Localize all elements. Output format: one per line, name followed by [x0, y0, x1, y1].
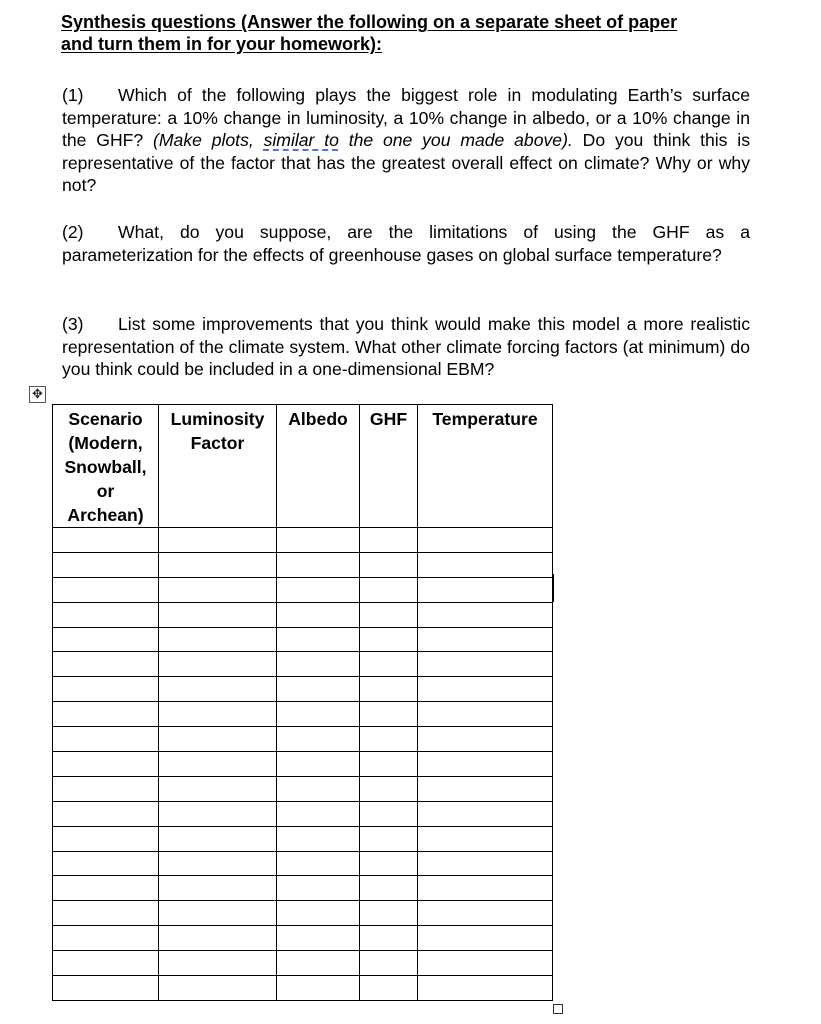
question-1-italic-end: the one you made above). [338, 130, 573, 151]
table-cell-albedo[interactable] [277, 752, 360, 777]
table-cell-albedo[interactable] [277, 976, 360, 1001]
table-row [53, 752, 553, 777]
table-cell-luminosity[interactable] [159, 901, 277, 926]
table-cell-ghf[interactable] [360, 876, 418, 901]
header-scenario-line: or [96, 481, 115, 501]
table-cell-scenario[interactable] [53, 577, 159, 602]
table-row [53, 577, 553, 602]
table-cell-scenario[interactable] [53, 851, 159, 876]
table-cell-albedo[interactable] [277, 702, 360, 727]
question-1-italic-start: (Make plots, [153, 130, 264, 151]
table-cell-temperature[interactable] [418, 801, 553, 826]
header-scenario-line: Snowball, [64, 457, 147, 477]
table-cell-ghf[interactable] [360, 752, 418, 777]
table-cell-scenario[interactable] [53, 801, 159, 826]
header-temperature [418, 405, 553, 528]
table-cell-ghf[interactable] [360, 577, 418, 602]
question-1-text: Which of the following plays the biggest role in modulating Earth’s surface temperature: a 10% change in luminosity, a 10% change in albedo, or a 10% change in the GHF? [62, 85, 750, 151]
header-luminosity-line: Factor [190, 433, 245, 453]
table-row [53, 826, 553, 851]
table-cell-albedo[interactable] [277, 876, 360, 901]
table-cell-luminosity[interactable] [159, 727, 277, 752]
table-cell-albedo[interactable] [277, 528, 360, 553]
table-cell-ghf[interactable] [360, 552, 418, 577]
table-cell-scenario[interactable] [53, 627, 159, 652]
question-1-italic-underlined: similar to [263, 130, 339, 151]
table-row [53, 602, 553, 627]
table-cell-albedo[interactable] [277, 926, 360, 951]
worksheet-heading [61, 11, 761, 55]
table-cell-scenario[interactable] [53, 752, 159, 777]
header-luminosity [159, 405, 277, 528]
table-cell-ghf[interactable] [360, 702, 418, 727]
table-cell-luminosity[interactable] [159, 552, 277, 577]
table-cell-scenario[interactable] [53, 528, 159, 553]
table-cell-albedo[interactable] [277, 677, 360, 702]
table-cell-ghf[interactable] [360, 976, 418, 1001]
header-albedo [277, 405, 360, 528]
question-3-text: List some improvements that you think would make this model a more realistic representation of the climate system. What other climate forcing factors (at minimum) do you think could be included in a one-dimensional EBM? [62, 314, 750, 380]
header-scenario-line: (Modern, [68, 433, 143, 453]
table-row [53, 801, 553, 826]
table-row [53, 876, 553, 901]
table-cell-scenario[interactable] [53, 702, 159, 727]
question-2-text: What, do you suppose, are the limitations of using the GHF as a parameterization for the effects of greenhouse gases on global surface temperature? [62, 222, 750, 265]
table-cell-temperature[interactable] [418, 851, 553, 876]
question-1-number: (1) [62, 85, 84, 105]
table-cell-ghf[interactable] [360, 801, 418, 826]
table-row [53, 851, 553, 876]
table-row [53, 976, 553, 1001]
table-row [53, 926, 553, 951]
table-row [53, 677, 553, 702]
table-cell-albedo[interactable] [277, 901, 360, 926]
table-cell-temperature[interactable] [418, 677, 553, 702]
question-1-text-end: Do you think this is representative of the factor that has the greatest overall effect on climate? Why or why not? [62, 130, 750, 196]
table-cell-albedo[interactable] [277, 826, 360, 851]
table-row [53, 727, 553, 752]
table-cell-scenario[interactable] [53, 677, 159, 702]
table-row [53, 552, 553, 577]
question-2 [62, 221, 750, 266]
table-cell-ghf[interactable] [360, 776, 418, 801]
table-cell-albedo[interactable] [277, 577, 360, 602]
table-cell-luminosity[interactable] [159, 801, 277, 826]
table-cell-scenario[interactable] [53, 776, 159, 801]
table-cell-luminosity[interactable] [159, 702, 277, 727]
header-ghf [360, 405, 418, 528]
table-cell-luminosity[interactable] [159, 851, 277, 876]
table-cell-scenario[interactable] [53, 926, 159, 951]
table-row [53, 776, 553, 801]
move-arrows-icon[interactable]: ✥ [29, 386, 46, 403]
table-cell-ghf[interactable] [360, 727, 418, 752]
table-cell-ghf[interactable] [360, 826, 418, 851]
table-cell-scenario[interactable] [53, 876, 159, 901]
heading-line-1: Synthesis questions (Answer the following on a separate sheet of paper [61, 12, 678, 32]
table-cell-temperature[interactable] [418, 776, 553, 801]
table-cell-temperature[interactable] [418, 752, 553, 777]
table-cell-temperature[interactable] [418, 652, 553, 677]
header-scenario [53, 405, 159, 528]
table-cell-albedo[interactable] [277, 801, 360, 826]
table-cell-albedo[interactable] [277, 602, 360, 627]
table-cell-luminosity[interactable] [159, 577, 277, 602]
table-body [53, 528, 553, 1001]
table-cell-scenario[interactable] [53, 652, 159, 677]
table-cell-temperature[interactable] [418, 951, 553, 976]
question-1 [62, 84, 750, 197]
table-cell-scenario[interactable] [53, 727, 159, 752]
table-cell-ghf[interactable] [360, 926, 418, 951]
header-scenario-line: Archean) [67, 505, 144, 525]
heading-line-2: and turn them in for your homework): [61, 34, 383, 54]
table-cell-ghf[interactable] [360, 528, 418, 553]
table-cell-scenario[interactable] [53, 826, 159, 851]
table-cell-temperature[interactable] [418, 627, 553, 652]
table-cell-temperature[interactable] [418, 876, 553, 901]
table-cell-temperature[interactable] [418, 528, 553, 553]
table-cell-luminosity[interactable] [159, 926, 277, 951]
table-cell-albedo[interactable] [277, 552, 360, 577]
header-scenario-line: Scenario [68, 409, 143, 429]
table-row [53, 702, 553, 727]
question-2-number: (2) [62, 222, 84, 242]
table-cell-temperature[interactable] [418, 976, 553, 1001]
table-row [53, 901, 553, 926]
table-cell-temperature[interactable] [418, 577, 553, 602]
table-cell-luminosity[interactable] [159, 976, 277, 1001]
table-resize-icon[interactable] [553, 1004, 563, 1014]
table-cell-ghf[interactable] [360, 627, 418, 652]
table-cell-temperature[interactable] [418, 552, 553, 577]
table-cell-scenario[interactable] [53, 951, 159, 976]
table-cell-scenario[interactable] [53, 552, 159, 577]
table-cell-luminosity[interactable] [159, 652, 277, 677]
table-cell-luminosity[interactable] [159, 627, 277, 652]
table-cell-temperature[interactable] [418, 901, 553, 926]
table-cell-luminosity[interactable] [159, 776, 277, 801]
table-cell-scenario[interactable] [53, 602, 159, 627]
table-cell-temperature[interactable] [418, 826, 553, 851]
header-ghf-line: GHF [369, 409, 408, 429]
table-cell-scenario[interactable] [53, 976, 159, 1001]
table-cell-ghf[interactable] [360, 901, 418, 926]
table-cell-scenario[interactable] [53, 901, 159, 926]
header-albedo-line: Albedo [288, 409, 348, 429]
table-cell-luminosity[interactable] [159, 876, 277, 901]
header-temperature-line: Temperature [432, 409, 538, 429]
question-3 [62, 313, 750, 381]
table-row [53, 951, 553, 976]
table-row [53, 652, 553, 677]
table-cell-albedo[interactable] [277, 776, 360, 801]
table-cell-albedo[interactable] [277, 627, 360, 652]
table-cell-albedo[interactable] [277, 851, 360, 876]
table-cell-temperature[interactable] [418, 702, 553, 727]
table-cell-luminosity[interactable] [159, 752, 277, 777]
table-header-row [53, 405, 553, 528]
text-cursor [552, 574, 554, 602]
table-cell-luminosity[interactable] [159, 528, 277, 553]
table-cell-albedo[interactable] [277, 727, 360, 752]
table-cell-temperature[interactable] [418, 602, 553, 627]
table-cell-luminosity[interactable] [159, 677, 277, 702]
header-luminosity-line: Luminosity [170, 409, 265, 429]
table-row [53, 528, 553, 553]
table-cell-ghf[interactable] [360, 602, 418, 627]
table-cell-temperature[interactable] [418, 727, 553, 752]
table-cell-temperature[interactable] [418, 926, 553, 951]
table-cell-luminosity[interactable] [159, 951, 277, 976]
table-row [53, 627, 553, 652]
table-cell-ghf[interactable] [360, 677, 418, 702]
table-cell-ghf[interactable] [360, 851, 418, 876]
question-3-number: (3) [62, 314, 84, 334]
table-cell-ghf[interactable] [360, 951, 418, 976]
table-cell-luminosity[interactable] [159, 602, 277, 627]
table-cell-albedo[interactable] [277, 951, 360, 976]
scenario-table [52, 404, 553, 1001]
table-cell-luminosity[interactable] [159, 826, 277, 851]
table-cell-albedo[interactable] [277, 652, 360, 677]
table-cell-ghf[interactable] [360, 652, 418, 677]
